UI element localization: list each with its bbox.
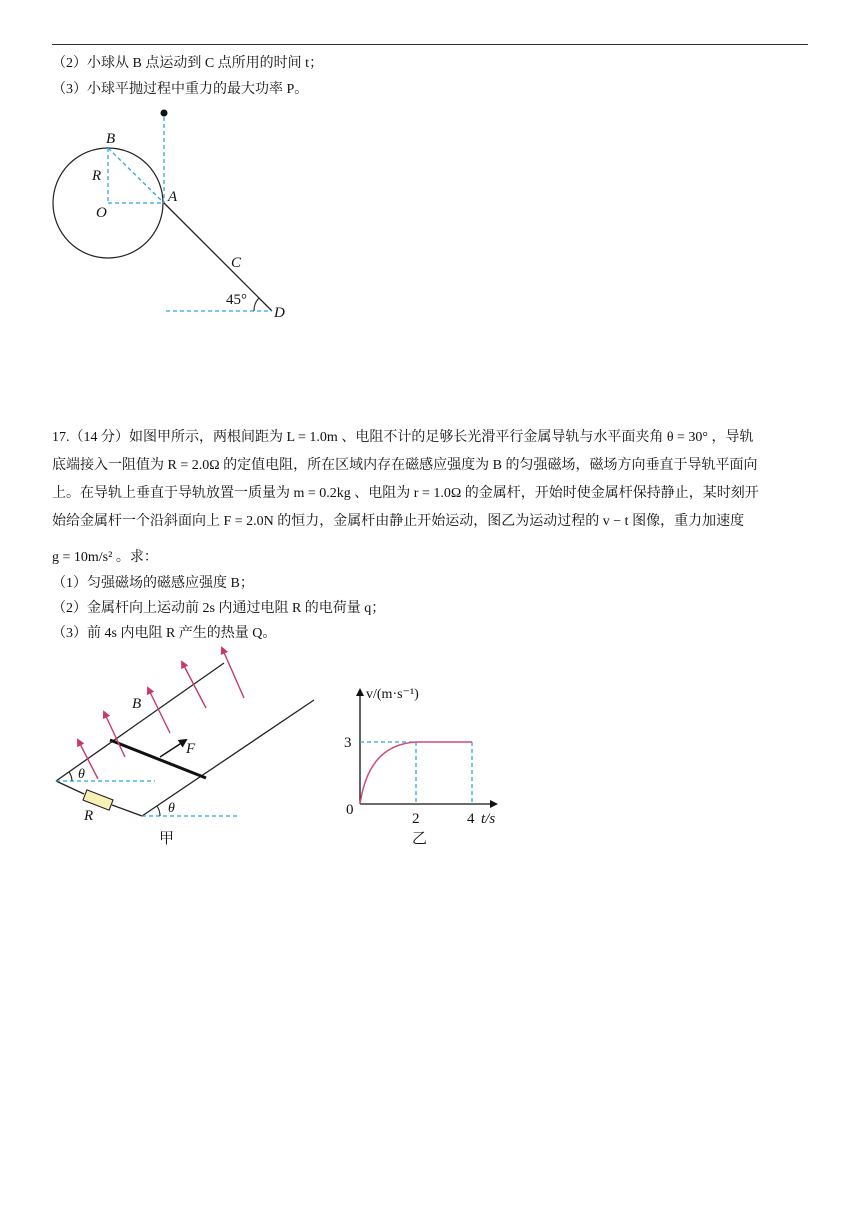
yi-tick-origin: 0: [346, 802, 354, 818]
q17-stem-line-4: 始给金属杆一个沿斜面向上 F = 2.0N 的恒力，金属杆由静止开始运动，图乙为运动过程的 v − t 图像，重力加速度: [52, 514, 745, 529]
label-O: O: [96, 205, 107, 221]
jia-label-theta-1: θ: [78, 767, 85, 782]
q17-stem-line-3: 上。在导轨上垂直于导轨放置一质量为 m = 0.2kg 、电阻为 r = 1.0Ω 的金属杆，开始时使金属杆保持静止，某时刻开: [52, 486, 759, 501]
yi-caption: 乙: [412, 831, 428, 847]
jia-label-B: B: [132, 696, 142, 712]
label-A: A: [168, 189, 178, 205]
q17-stem-line-1: 17.（14 分）如图甲所示，两根间距为 L = 1.0m 、电阻不计的足够长光滑平行金属导轨与水平面夹角 θ = 30° ，导轨: [52, 430, 754, 445]
jia-label-R: R: [84, 808, 94, 824]
q17-stem-line-5: g = 10m/s² 。求：: [52, 550, 158, 565]
yi-y-label: v/(m·s⁻¹): [366, 687, 419, 702]
q16-part2: （2）小球从 B 点运动到 C 点所用的时间 t；: [52, 56, 324, 71]
jia-caption: 甲: [159, 831, 175, 847]
q17-stem-line-2: 底端接入一阻值为 R = 2.0Ω 的定值电阻，所在区域内存在磁感应强度为 B 的匀强磁场，磁场方向垂直于导轨平面向: [52, 458, 758, 473]
velocity-curve: [360, 742, 416, 804]
q17-part1: （1）匀强磁场的磁感应强度 B；: [52, 576, 254, 591]
label-C: C: [231, 255, 242, 271]
yi-tick-3: 3: [344, 735, 352, 751]
q17-part3: （3）前 4s 内电阻 R 产生的热量 Q。: [52, 626, 277, 641]
jia-label-theta-2: θ: [168, 801, 175, 816]
label-D: D: [274, 305, 285, 321]
jia-label-F: F: [186, 741, 196, 757]
label-R: R: [92, 168, 102, 184]
q16-part3: （3）小球平抛过程中重力的最大功率 P。: [52, 82, 309, 97]
angle-label: 45°: [226, 292, 247, 308]
q17-part2: （2）金属杆向上运动前 2s 内通过电阻 R 的电荷量 q；: [52, 601, 386, 616]
label-B: B: [106, 131, 116, 147]
yi-tick-4: 4: [467, 811, 475, 827]
yi-x-label: t/s: [481, 811, 496, 827]
yi-tick-2: 2: [412, 811, 420, 827]
